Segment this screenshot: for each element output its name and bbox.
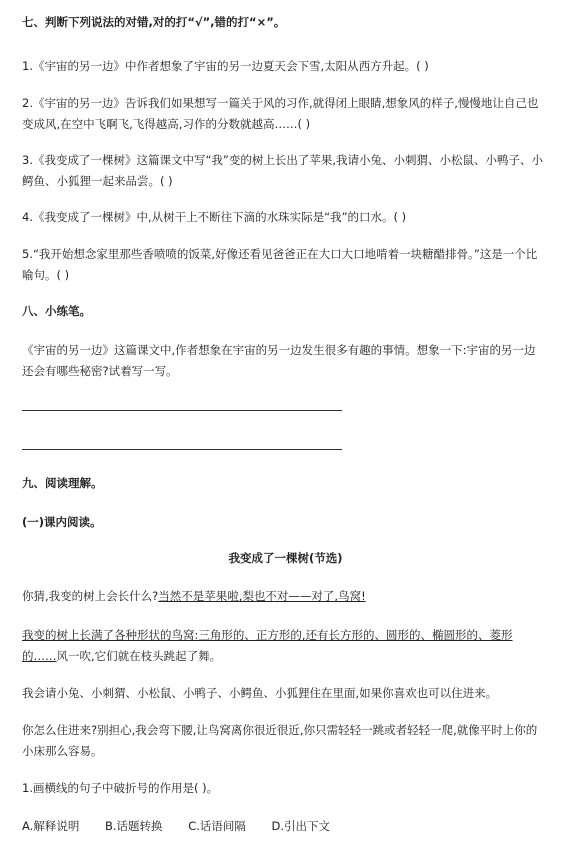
reading-question-1: 1.画横线的句子中破折号的作用是( )。 [22,781,219,795]
passage-paragraph-2-tail: 风一吹,它们就在枝头跳起了舞。 [56,649,222,663]
judge-question-3-line-2: 鳄鱼、小狐狸一起来品尝。( ) [22,174,173,188]
passage-paragraph-4-line-1: 你怎么住进来?别担心,我会弯下腰,让鸟窝离你很近很近,你只需轻轻一跳或者轻轻一爬,就像平时上你的 [22,723,538,737]
judge-question-2-line-1: 2.《宇宙的另一边》告诉我们如果想写一篇关于风的习作,就得闭上眼睛,想象风的样子,慢慢地让自己也 [22,96,539,110]
answer-line-1 [22,410,342,411]
judge-question-4: 4.《我变成了一棵树》中,从树干上不断往下滴的水珠实际是“我”的口水。( ) [22,210,407,224]
underlined-sentence: 当然不是苹果啦,梨也不对——对了,鸟窝! [158,589,366,603]
passage-paragraph-2-line-2 [22,646,557,666]
option-b: B.话题转换 [104,819,163,833]
judge-question-3-line-1: 3.《我变成了一棵树》这篇课文中写“我”变的树上长出了苹果,我请小兔、小刺猬、小松鼠、小鸭子、小 [22,153,544,167]
section-9-heading: 九、阅读理解。 [22,476,103,490]
passage-paragraph-3: 我会请小兔、小刺猬、小松鼠、小鸭子、小鳄鱼、小狐狸住在里面,如果你喜欢也可以住进来。 [22,686,498,700]
subsection-heading: (一)课内阅读。 [22,515,102,529]
writing-prompt-line-2: 还会有哪些秘密?试着写一写。 [22,364,178,378]
section-8-heading: 八、小练笔。 [22,304,91,318]
option-c: C.话语间隔 [188,819,246,833]
writing-prompt-line-1: 《宇宙的另一边》这篇课文中,作者想象在宇宙的另一边发生很多有趣的事情。想象一下:宇宙的另一边 [22,343,536,357]
option-a: A.解释说明 [22,819,80,833]
passage-paragraph-1-text: 你猜,我变的树上会长什么? [22,589,159,603]
answer-options [22,816,557,836]
passage-paragraph-1 [22,586,557,606]
passage-title: 我变成了一棵树(节选) [228,551,343,565]
answer-line-2 [22,449,342,450]
passage-paragraph-4-line-2: 小床那么容易。 [22,744,103,758]
passage-paragraph-2-line-1: 我变的树上长满了各种形状的鸟窝:三角形的、正方形的,还有长方形的、圆形的、椭圆形的、菱形 [22,628,513,642]
judge-question-1: 1.《宇宙的另一边》中作者想象了宇宙的另一边夏天会下雪,太阳从西方升起。( ) [22,59,429,73]
underlined-ellipsis: 的…… [22,649,57,663]
section-7-heading: 七、判断下列说法的对错,对的打“√”,错的打“×”。 [22,15,286,29]
judge-question-5-line-2: 喻句。( ) [22,268,70,282]
option-d: D.引出下文 [271,819,331,833]
judge-question-5-line-1: 5.“我开始想念家里那些香喷喷的饭菜,好像还看见爸爸正在大口大口地啃着一块糖醋排骨。”这是一个比 [22,247,538,261]
judge-question-2-line-2: 变成风,在空中飞啊飞,飞得越高,习作的分数就越高……( ) [22,117,311,131]
